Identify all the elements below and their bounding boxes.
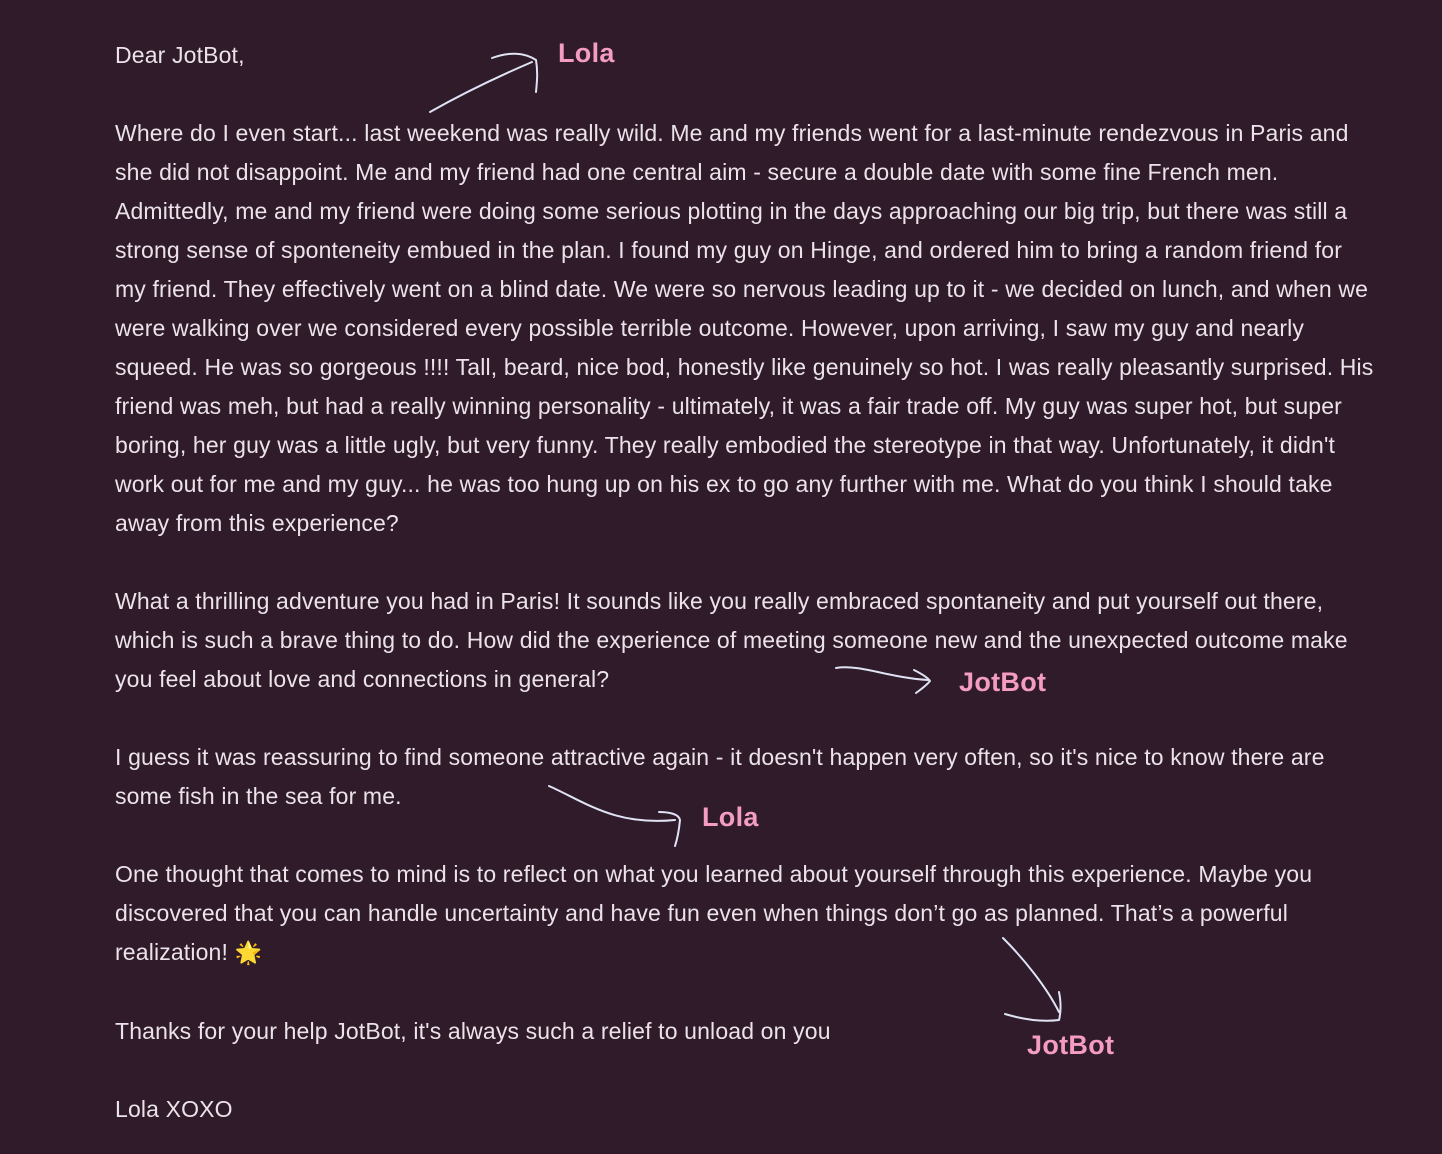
bot-reply-paragraph: What a thrilling adventure you had in Paris! It sounds like you really embraced spontaneity and put yourself out there, which is such a brave thing to do. How did the experience of meeting someone new and the unexpected outcome make you feel about love and connections in general?: [115, 588, 1348, 692]
signoff: Lola XOXO: [115, 1096, 233, 1122]
arrow-annotation-icon: [545, 782, 695, 852]
sparkle-icon: 🌟: [234, 941, 263, 966]
annotation-label-jotbot: JotBot: [959, 667, 1047, 697]
annotation-label-jotbot-2: JotBot: [1027, 1030, 1115, 1060]
arrow-annotation-icon: [830, 660, 940, 700]
thanks-paragraph: Thanks for your help JotBot, it's always such a relief to unload on you: [115, 1018, 831, 1044]
annotation-label-lola-2: Lola: [702, 802, 759, 832]
user-reply-paragraph: I guess it was reassuring to find someone attractive again - it doesn't happen very often, so it's nice to know there are some fish in the sea for me.: [115, 744, 1325, 809]
greeting: Dear JotBot,: [115, 42, 245, 68]
bot-reply-paragraph-2: [115, 855, 1375, 973]
user-entry-paragraph: Where do I even start... last weekend was really wild. Me and my friends went for a last-minute rendezvous in Paris and she did not disappoint. Me and my friend had one central aim - secure a double date with some fine French men. Admittedly, me and my friend were doing some serious plotting in the days approaching our big trip, but there was still a strong sense of sponteneity embued in the plan. I found my guy on Hinge, and ordered him to bring a random friend for my friend. They effectively went on a blind date. We were so nervous leading up to it - we decided on lunch, and when we were walking over we considered every possible terrible outcome. However, upon arriving, I saw my guy and nearly squeed. He was so gorgeous !!!! Tall, beard, nice bod, honestly like genuinely so hot. I was really pleasantly surprised. His friend was meh, but had a really winning personality - ultimately, it was a fair trade off. My guy was super hot, but super boring, her guy was a little ugly, but very funny. They really embodied the stereotype in that way. Unfortunately, it didn't work out for me and my guy... he was too hung up on his ex to go any further with me. What do you think I should take away from this experience?: [115, 120, 1374, 536]
journal-entry[interactable]: [115, 36, 1375, 1129]
annotation-label-lola: Lola: [558, 38, 615, 68]
arrow-annotation-icon: [420, 40, 550, 120]
arrow-annotation-icon: [995, 932, 1075, 1032]
bot-reply-2-text: One thought that comes to mind is to reflect on what you learned about yourself through this experience. Maybe you discovered that you can handle uncertainty and have fun even when things don’t go as planned. That’s a powerful realization!: [115, 861, 1313, 965]
